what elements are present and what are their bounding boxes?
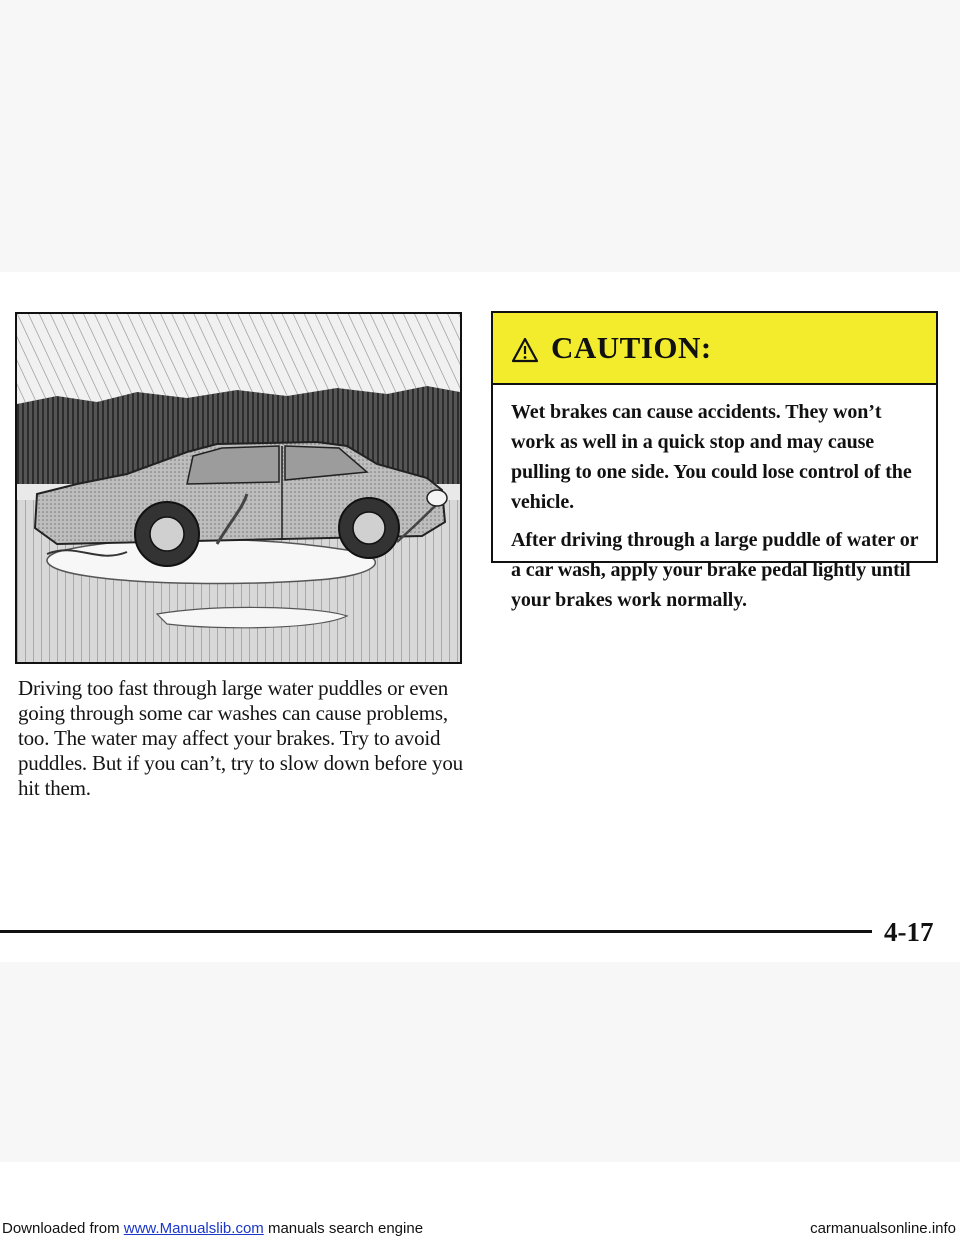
manualslib-link[interactable]: www.Manualslib.com xyxy=(123,1220,264,1237)
caution-header xyxy=(493,313,936,385)
page-number: 4-17 xyxy=(884,917,934,947)
download-footer xyxy=(0,1218,960,1240)
caution-paragraph-1: Wet brakes can cause accidents. They won’t work as well in a quick stop and may cause pulling to one side. You could lose control of the vehicle. xyxy=(511,401,912,513)
footer-suffix: manuals search engine xyxy=(263,1220,424,1237)
footer-attribution xyxy=(2,1220,423,1237)
car-in-rain-illustration xyxy=(15,312,462,664)
caution-box xyxy=(491,311,938,611)
watermark-text: carmanualsonline.info xyxy=(810,1220,956,1237)
warning-triangle-icon xyxy=(511,337,539,363)
footer-prefix: Downloaded from xyxy=(2,1220,124,1237)
caution-body xyxy=(493,385,936,615)
body-paragraph: Driving too fast through large water puddles or even going through some car washes can cause problems, too. The water may affect your brakes. Try to avoid puddles. But if you can’t, try to slow down before you hit them. xyxy=(18,676,463,800)
caution-paragraph-2: After driving through a large puddle of water or a car wash, apply your brake pedal lightly until your brakes work normally. xyxy=(511,529,919,611)
caution-title: CAUTION: xyxy=(551,330,712,365)
page-footer-rule xyxy=(0,930,872,933)
